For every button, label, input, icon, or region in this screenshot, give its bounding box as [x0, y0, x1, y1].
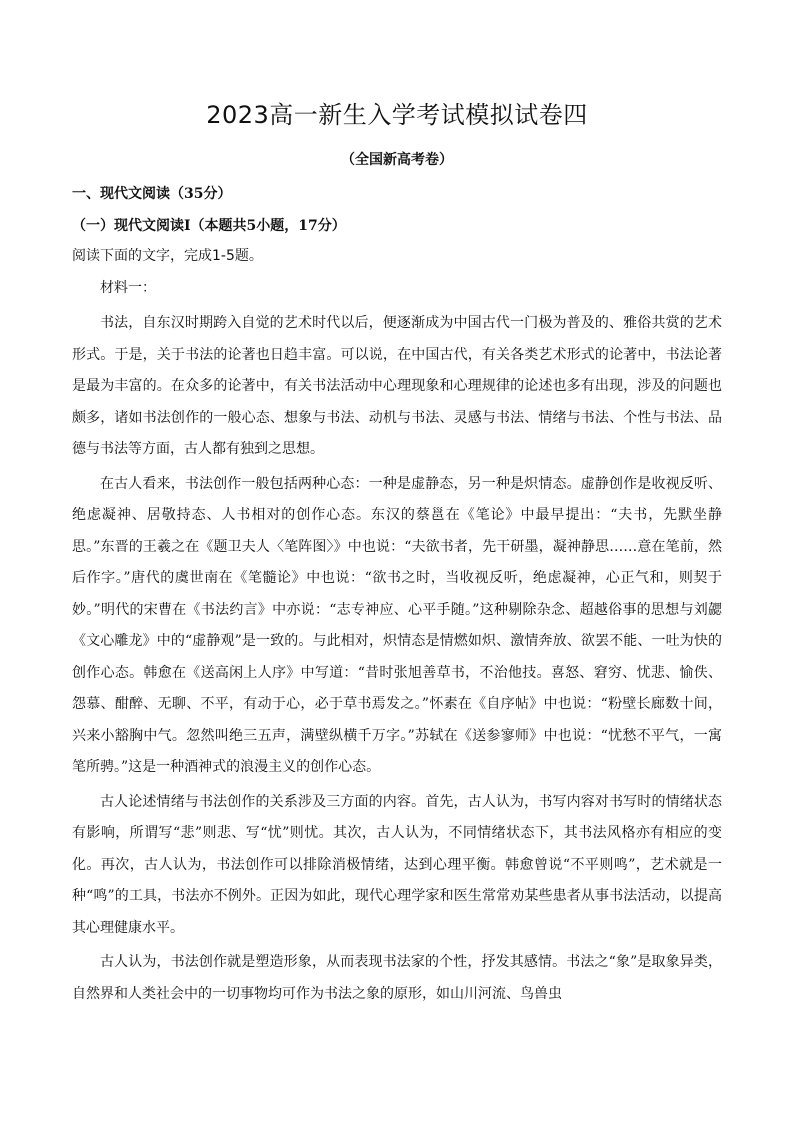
exam-subtitle: （全国新高考卷）: [341, 152, 453, 168]
passage-paragraph: 书法，自东汉时期跨入自觉的艺术时代以后，便逐渐成为中国古代一门极为普及的、雅俗共赏的艺术形式。于是，关于书法的论著也日趋丰富。可以说，在中国古代，有关各类艺术形式的论著中，书法论著是最为丰富的。在众多的论著中，有关书法活动中心理现象和心理规律的论述也多有出现，涉及的问题也颇多，诸如书法创作的一般心态、想象与书法、动机与书法、灵感与书法、情绪与书法、个性与书法、品德与书法等方面，古人都有独到之思想。: [72, 315, 722, 457]
exam-title: 2023高一新生入学考试模拟试卷四: [206, 101, 588, 129]
section-heading: 一、现代文阅读（35分）: [72, 186, 232, 202]
material-label: 材料一：: [100, 280, 156, 296]
sub-section-heading: （一）现代文阅读Ⅰ（本题共5小题，17分）: [72, 218, 346, 234]
passage-paragraph: 在古人看来，书法创作一般包括两种心态：一种是虚静态，另一种是炽情态。虚静创作是收视反听、绝虑凝神、居敬持态、人书相对的创作心态。东汉的蔡邕在《笔论》中最早提出：“夫书，先默坐静思。”东晋的王羲之在《题卫夫人〈笔阵图〉》中也说：“夫欲书者，先干研墨，凝神静思……意在笔前，然后作字。”唐代的虞世南在《笔髓论》中也说：“欲书之时，当收视反听，绝虑凝神，心正气和，则契于妙。”明代的宋曹在《书法约言》中亦说：“志专神应、心平手随。”这种剔除杂念、超越俗事的思想与刘勰《文心雕龙》中的“虚静观”是一致的。与此相对，炽情态是情燃如炽、激情奔放、欲罢不能、一吐为快的创作心态。韩愈在《送高闲上人序》中写道：“昔时张旭善草书，不治他技。喜怒、窘穷、忧悲、愉佚、怨慕、酣醉、无聊、不平，有动于心，必于草书焉发之。”怀素在《自序帖》中也说：“粉壁长廊数十间，兴来小豁胸中气。忽然叫绝三五声，满壁纵横千万字。”苏轼在《送参寥师》中也说：“忧愁不平气，一寓笔所骋。”这是一种酒神式的浪漫主义的创作心态。: [72, 475, 722, 775]
reading-instruction: 阅读下面的文字，完成1-5题。: [72, 248, 263, 264]
passage-paragraph: 古人认为，书法创作就是塑造形象，从而表现书法家的个性，抒发其感情。书法之“象”是取象异类，自然界和人类社会中的一切事物均可作为书法之象的原形，如山川河流、鸟兽虫: [72, 954, 722, 1002]
passage-paragraph: 古人论述情绪与书法创作的关系涉及三方面的内容。首先，古人认为，书写内容对书写时的情绪状态有影响，所谓写“悲”则悲、写“忧”则忧。其次，古人认为，不同情绪状态下，其书法风格亦有相应的变化。再次，古人认为，书法创作可以排除消极情绪，达到心理平衡。韩愈曾说“不平则鸣”，艺术就是一种“鸣”的工具，书法亦不例外。正因为如此，现代心理学家和医生常常劝某些患者从事书法活动，以提高其心理健康水平。: [72, 793, 722, 936]
passage-body: [72, 308, 722, 1013]
